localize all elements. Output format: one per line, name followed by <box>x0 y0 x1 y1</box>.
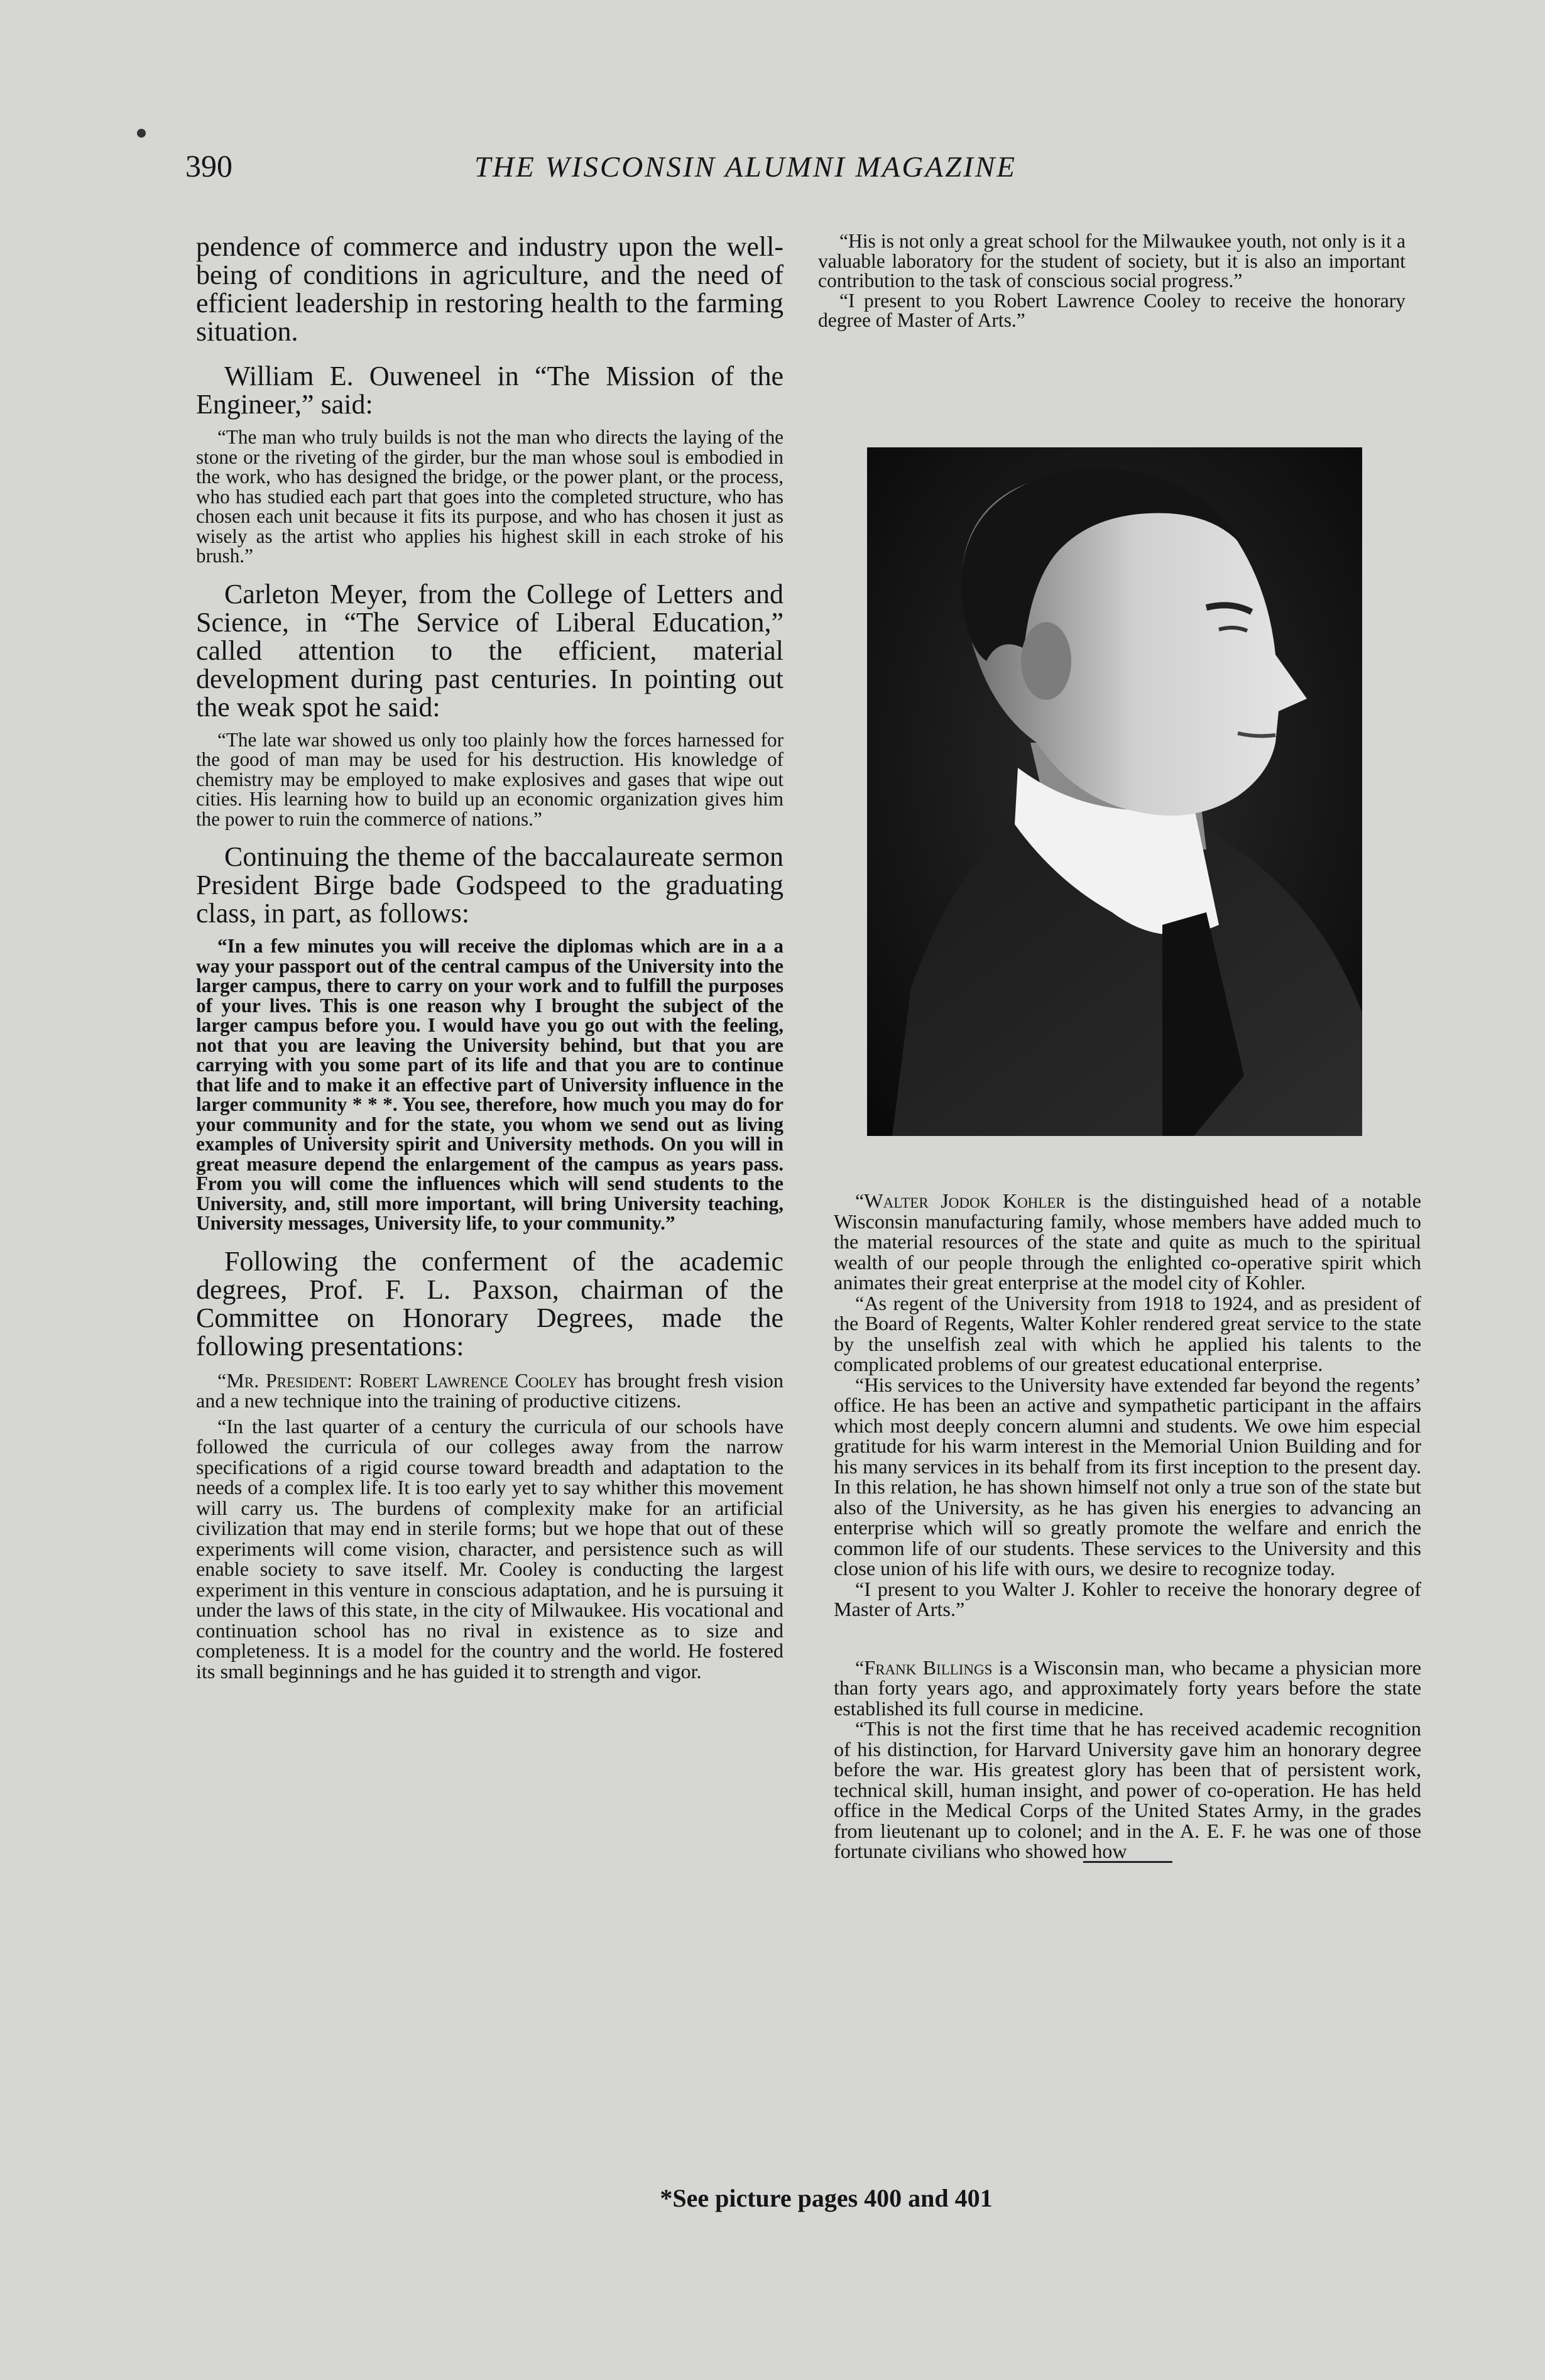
birge-quote: “In a few minutes you will receive the diplomas which are in a a way your passport out of the central campus of the University into the larger campus, there to carry on your work and to fulfill the purposes of your lives. This is one reason why I brought the subject of the larger campus before you. I would have you go out with the feeling, not that you are leaving the University behind, but that you are carrying with you some part of its life and that you are to continue that life and to make it an effective part of University influence in the larger community * * *. You see, therefore, how much you may do for your community and for the state, you whom we send out as living examples of University spirit and University methods. On you will in great measure depend the enlargement of the campus as years pass. From you will come the influences which will send students to the University, and, still more important, will bring University teaching, University messages, University life, to your community.” <box>196 935 783 1234</box>
page-header <box>185 148 1417 192</box>
billings-name: Frank Billings <box>864 1656 993 1679</box>
section-divider <box>1083 1861 1172 1863</box>
left-column <box>196 232 783 1681</box>
ink-spot <box>137 129 146 138</box>
magazine-title: THE WISCONSIN ALUMNI MAGAZINE <box>474 151 1017 183</box>
cooley-citation-3: “His is not only a great school for the Milwaukee youth, not only is it a valuable laboratory for the student of society, but it is also an important contribution to the task of conscious social progress.” <box>818 230 1406 292</box>
birge-intro: Continuing the theme of the baccalaureate sermon President Birge bade Godspeed to the graduating class, in part, as follows: <box>196 841 783 929</box>
ouweneel-quote: “The man who truly builds is not the man who directs the laying of the stone or the riveting of the girder, bur the man whose soul is embodied in the work, who has designed the bridge, or the power plant, or the process, who has studied each part that goes into the completed structure, who has chosen each unit because it fits its purpose, and who has chosen it just as wisely as the artist who applies his highest skill in each stroke of his brush.” <box>196 426 783 567</box>
cooley-citation-2: “In the last quarter of a century the curricula of our schools have followed the curricula of our colleges away from the narrow specifications of a rigid course toward breadth and adaptation to the needs of a complex life. It is too early yet to say whither this movement will carry us. The burdens of complexity make for an artificial civilization that may end in sterile forms; but we hope that out of these experiments will come vision, character, and persistence such as will enable society to save itself. Mr. Cooley is conducting the largest experiment in this venture in conscious adaptation, and he is pursuing it under the laws of this state, in the city of Milwaukee. His vocational and continuation school has no rival in existence as to size and completeness. It is a model for the country and the world. He fostered its small beginnings and he has guided it to strength and vigor. <box>196 1414 783 1683</box>
portrait-image <box>867 447 1362 1136</box>
cooley-citation-1: “Mr. President: Robert Lawrence Cooley has brought fresh vision and a new technique into the training of productive citizens. <box>196 1368 783 1412</box>
cooley-citation-4: “I present to you Robert Lawrence Cooley to receive the honorary degree of Master of Arts.” <box>818 289 1406 331</box>
kohler-name: Walter Jodok Kohler <box>864 1189 1066 1212</box>
kohler-citation-1: “Walter Jodok Kohler is the distinguished head of a notable Wisconsin manufacturing family, whose members have added much to the material resources of the state and quite as much to the spiritual wealth of our people through the enlighted co-operative spirit which animates their great enterprise at the model city of Kohler. <box>834 1189 1421 1294</box>
ouweneel-intro: William E. Ouweneel in “The Mission of the Engineer,” said: <box>196 361 783 420</box>
meyer-intro: Carleton Meyer, from the College of Letters and Science, in “The Service of Liberal Education,” called attention to the efficient, material development during past centuries. In pointing out the weak spot he said: <box>196 578 783 723</box>
right-column-top <box>818 231 1406 330</box>
kohler-citation-4: “I present to you Walter J. Kohler to receive the honorary degree of Master of Arts.” <box>834 1577 1421 1620</box>
billings-citation-1: “Frank Billings is a Wisconsin man, who became a physician more than forty years ago, and approximately forty years before the state established its full course in medicine. <box>834 1656 1421 1720</box>
kohler-citation-3: “His services to the University have extended far beyond the regents’ office. He has been an active and sympathetic participant in the affairs which most deeply concern alumni and students. We owe him especial gratitude for his warm interest in the Memorial Union Building and for his many services in its behalf from its first inception to the present day. In this relation, he has shown himself not only a true son of the state but also of the University, as he has given his energies to advancing an enterprise which will so greatly promote the welfare and enrich the common life of our students. These services to the University and this close union of his life with ours, we desire to recognize today. <box>834 1373 1421 1580</box>
kohler-citation-2: “As regent of the University from 1918 to 1924, and as president of the Board of Regents, Walter Kohler rendered great service to the state by the unselfish zeal with which he applied his talents to the complicated problems of our greatest educational enterprise. <box>834 1291 1421 1375</box>
picture-footnote: *See picture pages 400 and 401 <box>660 2184 993 2212</box>
cooley-name: “Mr. President: Robert Lawrence Cooley <box>217 1368 577 1392</box>
meyer-quote: “The late war showed us only too plainly how the forces harnessed for the good of man may be used for his destruction. His knowledge of chemistry may be employed to make explosives and gases that wipe out cities. His learning how to build up an economic organization gives him the power to ruin the commerce of nations.” <box>196 728 783 830</box>
right-column-bottom <box>834 1191 1421 1862</box>
paxson-intro: Following the conferment of the academic degrees, Prof. F. L. Paxson, chairman of the Committee on Honorary Degrees, made the following presentations: <box>196 1245 783 1362</box>
page-number: 390 <box>185 148 232 183</box>
commerce-paragraph: pendence of commerce and industry upon the well-being of conditions in agriculture, and the need of efficient leadership in restoring health to the farming situation. <box>196 231 783 347</box>
kohler-portrait-photo <box>867 447 1362 1136</box>
billings-citation-2: “This is not the first time that he has received academic recognition of his distinction, for Harvard University gave him an honorary degree before the war. His greatest glory has been that of persistent work, technical skill, human insight, and power of co-operation. He has held office in the Medical Corps of the United States Army, in the grades from lieutenant up to colonel; and in the A. E. F. he was one of those fortunate civilians who showed how <box>834 1717 1421 1862</box>
